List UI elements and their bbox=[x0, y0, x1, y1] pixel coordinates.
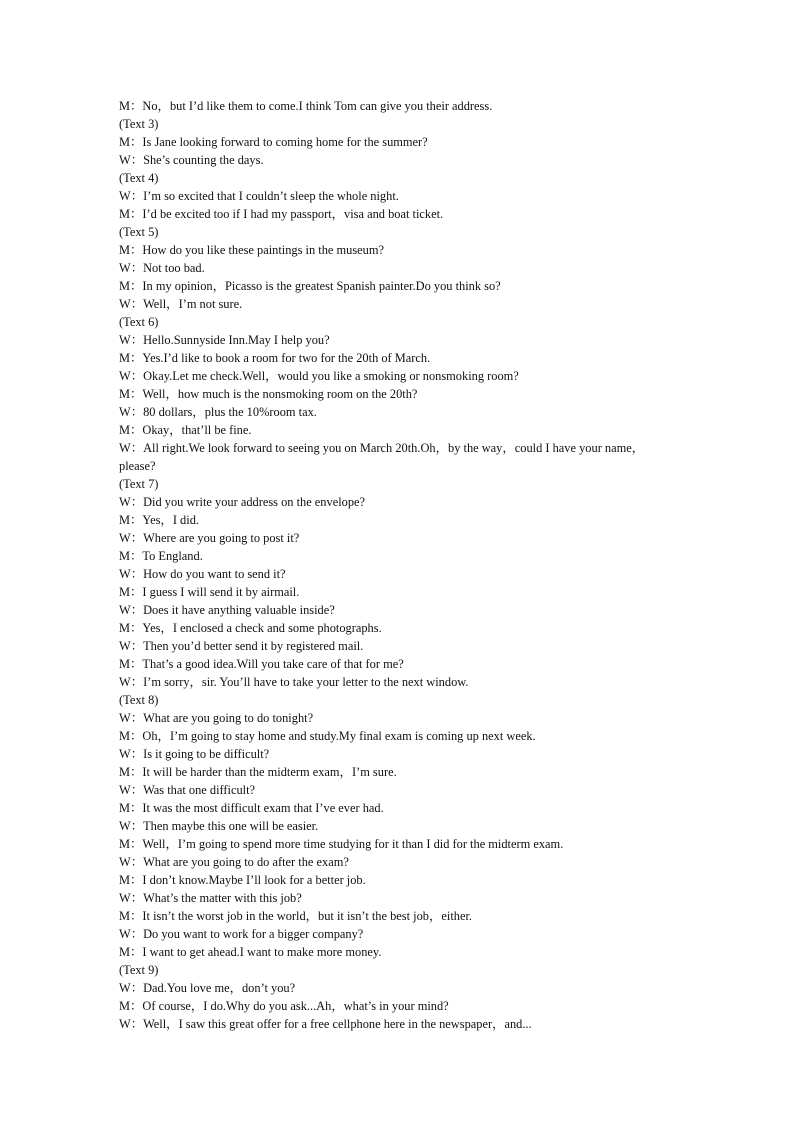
dialogue-line: M：Well，I’m going to spend more time studying for it than I did for the midterm exam. bbox=[119, 837, 564, 851]
dialogue-line: W：What are you going to do after the exam? bbox=[119, 855, 349, 869]
dialogue-line: M：No，but I’d like them to come.I think Tom can give you their address. bbox=[119, 99, 493, 113]
dialogue-line: M：It was the most difficult exam that I’ve ever had. bbox=[119, 801, 384, 815]
section-heading: (Text 3) bbox=[119, 117, 159, 131]
dialogue-line: M：I guess I will send it by airmail. bbox=[119, 585, 300, 599]
dialogue-line: W：Well，I saw this great offer for a free cellphone here in the newspaper，and... bbox=[119, 1017, 532, 1031]
dialogue-line: W：Where are you going to post it? bbox=[119, 531, 300, 545]
dialogue-line: M：Yes，I enclosed a check and some photographs. bbox=[119, 621, 382, 635]
dialogue-line: W：Then you’d better send it by registered mail. bbox=[119, 639, 364, 653]
dialogue-line: W：Do you want to work for a bigger company? bbox=[119, 927, 364, 941]
dialogue-line: W：Hello.Sunnyside Inn.May I help you? bbox=[119, 333, 330, 347]
dialogue-line: M：Well，how much is the nonsmoking room on the 20th? bbox=[119, 387, 418, 401]
dialogue-line: W：80 dollars，plus the 10%room tax. bbox=[119, 405, 317, 419]
dialogue-line: W：What are you going to do tonight? bbox=[119, 711, 314, 725]
dialogue-line: W：Well，I’m not sure. bbox=[119, 297, 243, 311]
dialogue-transcript bbox=[119, 97, 679, 1033]
dialogue-line: W：Dad.You love me，don’t you? bbox=[119, 981, 296, 995]
dialogue-line: M：Yes.I’d like to book a room for two for the 20th of March. bbox=[119, 351, 431, 365]
dialogue-line: W：I’m sorry，sir. You’ll have to take your letter to the next window. bbox=[119, 675, 469, 689]
section-heading: (Text 7) bbox=[119, 477, 159, 491]
section-heading: (Text 6) bbox=[119, 315, 159, 329]
dialogue-line: W：All right.We look forward to seeing you on March 20th.Oh，by the way，could I have your name，please? bbox=[119, 441, 645, 473]
dialogue-line: W：Okay.Let me check.Well，would you like a smoking or nonsmoking room? bbox=[119, 369, 519, 383]
dialogue-line: W：Did you write your address on the envelope? bbox=[119, 495, 366, 509]
dialogue-line: M：Oh，I’m going to stay home and study.My final exam is coming up next week. bbox=[119, 729, 536, 743]
dialogue-line: W：What’s the matter with this job? bbox=[119, 891, 302, 905]
dialogue-line: M：That’s a good idea.Will you take care of that for me? bbox=[119, 657, 404, 671]
dialogue-line: M：Yes，I did. bbox=[119, 513, 199, 527]
dialogue-line: W：I’m so excited that I couldn’t sleep the whole night. bbox=[119, 189, 399, 203]
section-heading: (Text 4) bbox=[119, 171, 159, 185]
dialogue-line: M：It isn’t the worst job in the world，but it isn’t the best job，either. bbox=[119, 909, 472, 923]
dialogue-line: M：In my opinion，Picasso is the greatest Spanish painter.Do you think so? bbox=[119, 279, 501, 293]
dialogue-line: M：How do you like these paintings in the museum? bbox=[119, 243, 384, 257]
section-heading: (Text 5) bbox=[119, 225, 159, 239]
dialogue-line: W：She’s counting the days. bbox=[119, 153, 264, 167]
dialogue-line: W：Then maybe this one will be easier. bbox=[119, 819, 319, 833]
dialogue-line: M：I don’t know.Maybe I’ll look for a better job. bbox=[119, 873, 366, 887]
dialogue-line: W：Does it have anything valuable inside? bbox=[119, 603, 335, 617]
dialogue-line: W：Not too bad. bbox=[119, 261, 205, 275]
section-heading: (Text 9) bbox=[119, 963, 159, 977]
section-heading: (Text 8) bbox=[119, 693, 159, 707]
dialogue-line: M：It will be harder than the midterm exam，I’m sure. bbox=[119, 765, 397, 779]
dialogue-line: M：To England. bbox=[119, 549, 203, 563]
dialogue-line: M：I want to get ahead.I want to make more money. bbox=[119, 945, 382, 959]
dialogue-line: W：How do you want to send it? bbox=[119, 567, 286, 581]
dialogue-line: M：I’d be excited too if I had my passport，visa and boat ticket. bbox=[119, 207, 444, 221]
dialogue-line: M：Is Jane looking forward to coming home for the summer? bbox=[119, 135, 428, 149]
dialogue-line: W：Is it going to be difficult? bbox=[119, 747, 270, 761]
dialogue-line: M：Okay，that’ll be fine. bbox=[119, 423, 252, 437]
dialogue-line: W：Was that one difficult? bbox=[119, 783, 256, 797]
dialogue-line: M：Of course，I do.Why do you ask...Ah，what’s in your mind? bbox=[119, 999, 449, 1013]
